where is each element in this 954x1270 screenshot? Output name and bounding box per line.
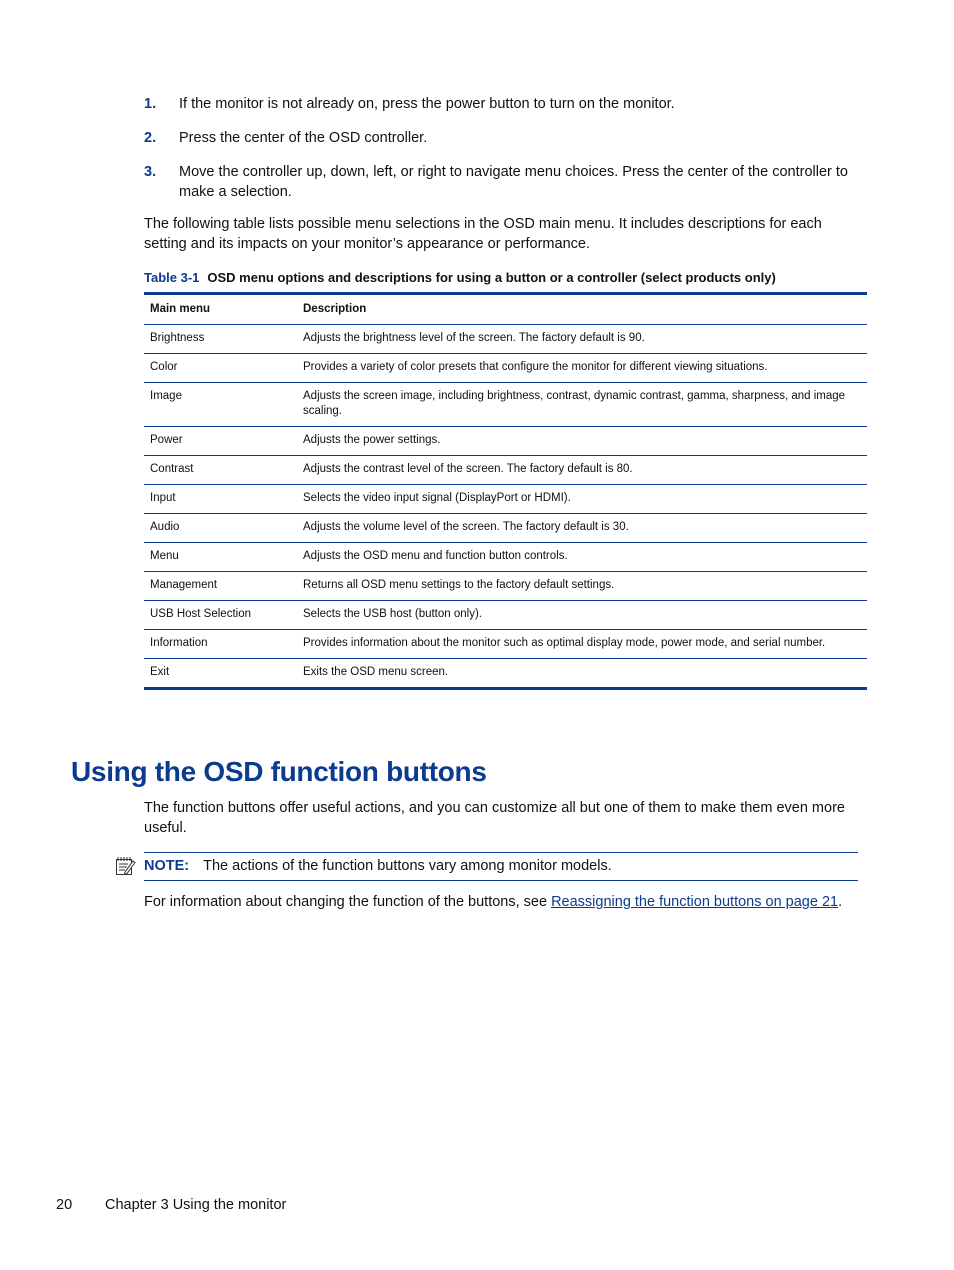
description-cell: Selects the video input signal (DisplayPort or HDMI). (297, 485, 867, 514)
description-cell: Adjusts the screen image, including brightness, contrast, dynamic contrast, gamma, sharpness, and image scaling. (297, 383, 867, 427)
menu-cell: Brightness (144, 325, 297, 354)
osd-menu-table (144, 292, 867, 690)
column-header-main-menu: Main menu (144, 294, 297, 325)
table-row (144, 543, 867, 572)
info-suffix: . (838, 894, 843, 910)
step-item (144, 162, 868, 202)
description-cell: Exits the OSD menu screen. (303, 666, 449, 678)
menu-cell: Power (144, 427, 297, 456)
menu-cell: Audio (144, 514, 297, 543)
step-text: Move the controller up, down, left, or right to navigate menu choices. Press the center of the controller to make a selection. (179, 164, 848, 200)
description-cell: Adjusts the volume level of the screen. The factory default is 30. (297, 514, 867, 543)
note-text: The actions of the function buttons vary among monitor models. (203, 858, 612, 874)
info-prefix: For information about changing the function of the buttons, see (144, 894, 552, 910)
table-row (144, 485, 867, 514)
note-pad-icon (114, 855, 136, 877)
table-header-row (144, 294, 867, 325)
menu-cell: Input (144, 485, 297, 514)
menu-cell: Exit (150, 666, 170, 678)
menu-cell: Menu (144, 543, 297, 572)
description-cell: Adjusts the power settings. (297, 427, 867, 456)
description-cell: Adjusts the OSD menu and function button controls. (297, 543, 867, 572)
table-caption (144, 269, 868, 287)
description-cell: Provides information about the monitor such as optimal display mode, power mode, and serial number. (297, 630, 867, 659)
table-caption-text: OSD menu options and descriptions for using a button or a controller (select products only) (207, 270, 776, 285)
table-row (144, 659, 867, 689)
chapter-title: Chapter 3 Using the monitor (105, 1197, 287, 1213)
table-row (144, 630, 867, 659)
description-cell: Adjusts the contrast level of the screen. The factory default is 80. (297, 456, 867, 485)
column-header-description: Description (297, 294, 867, 325)
note-box (144, 852, 858, 881)
description-cell: Returns all OSD menu settings to the factory default settings. (297, 572, 867, 601)
description-cell: Provides a variety of color presets that configure the monitor for different viewing situations. (297, 354, 867, 383)
step-item (144, 128, 868, 148)
menu-cell: Color (144, 354, 297, 383)
description-cell: Selects the USB host (button only). (297, 601, 867, 630)
note-label: NOTE: (144, 858, 190, 874)
step-number: 1. (144, 96, 157, 112)
menu-cell: Image (144, 383, 297, 427)
step-number: 2. (144, 130, 157, 146)
page-number: 20 (56, 1197, 73, 1213)
page-footer (56, 1195, 286, 1215)
step-item (144, 94, 868, 114)
table-row (144, 325, 867, 354)
section-paragraph: The function buttons offer useful actions, and you can customize all but one of them to make them even more useful. (144, 800, 845, 836)
section-heading: Using the OSD function buttons (71, 756, 487, 787)
table-row (144, 514, 867, 543)
table-row (144, 601, 867, 630)
table-caption-label: Table 3-1 (144, 270, 200, 285)
menu-cell: Management (144, 572, 297, 601)
table-row (144, 427, 867, 456)
step-text: If the monitor is not already on, press the power button to turn on the monitor. (179, 96, 675, 112)
table-row (144, 572, 867, 601)
intro-paragraph: The following table lists possible menu selections in the OSD main menu. It includes descriptions for each setting and its impacts on your monitor’s appearance or performance. (144, 216, 822, 252)
cross-reference-link[interactable]: Reassigning the function buttons on page 21 (551, 894, 839, 910)
menu-cell: USB Host Selection (144, 601, 297, 630)
menu-cell: Contrast (144, 456, 297, 485)
table-row (144, 383, 867, 427)
info-paragraph (144, 892, 868, 912)
table-row (144, 456, 867, 485)
description-cell: Adjusts the brightness level of the screen. The factory default is 90. (297, 325, 867, 354)
table-row (144, 354, 867, 383)
menu-cell: Information (144, 630, 297, 659)
step-text: Press the center of the OSD controller. (179, 130, 428, 146)
step-number: 3. (144, 164, 157, 180)
procedure-steps (144, 94, 868, 216)
